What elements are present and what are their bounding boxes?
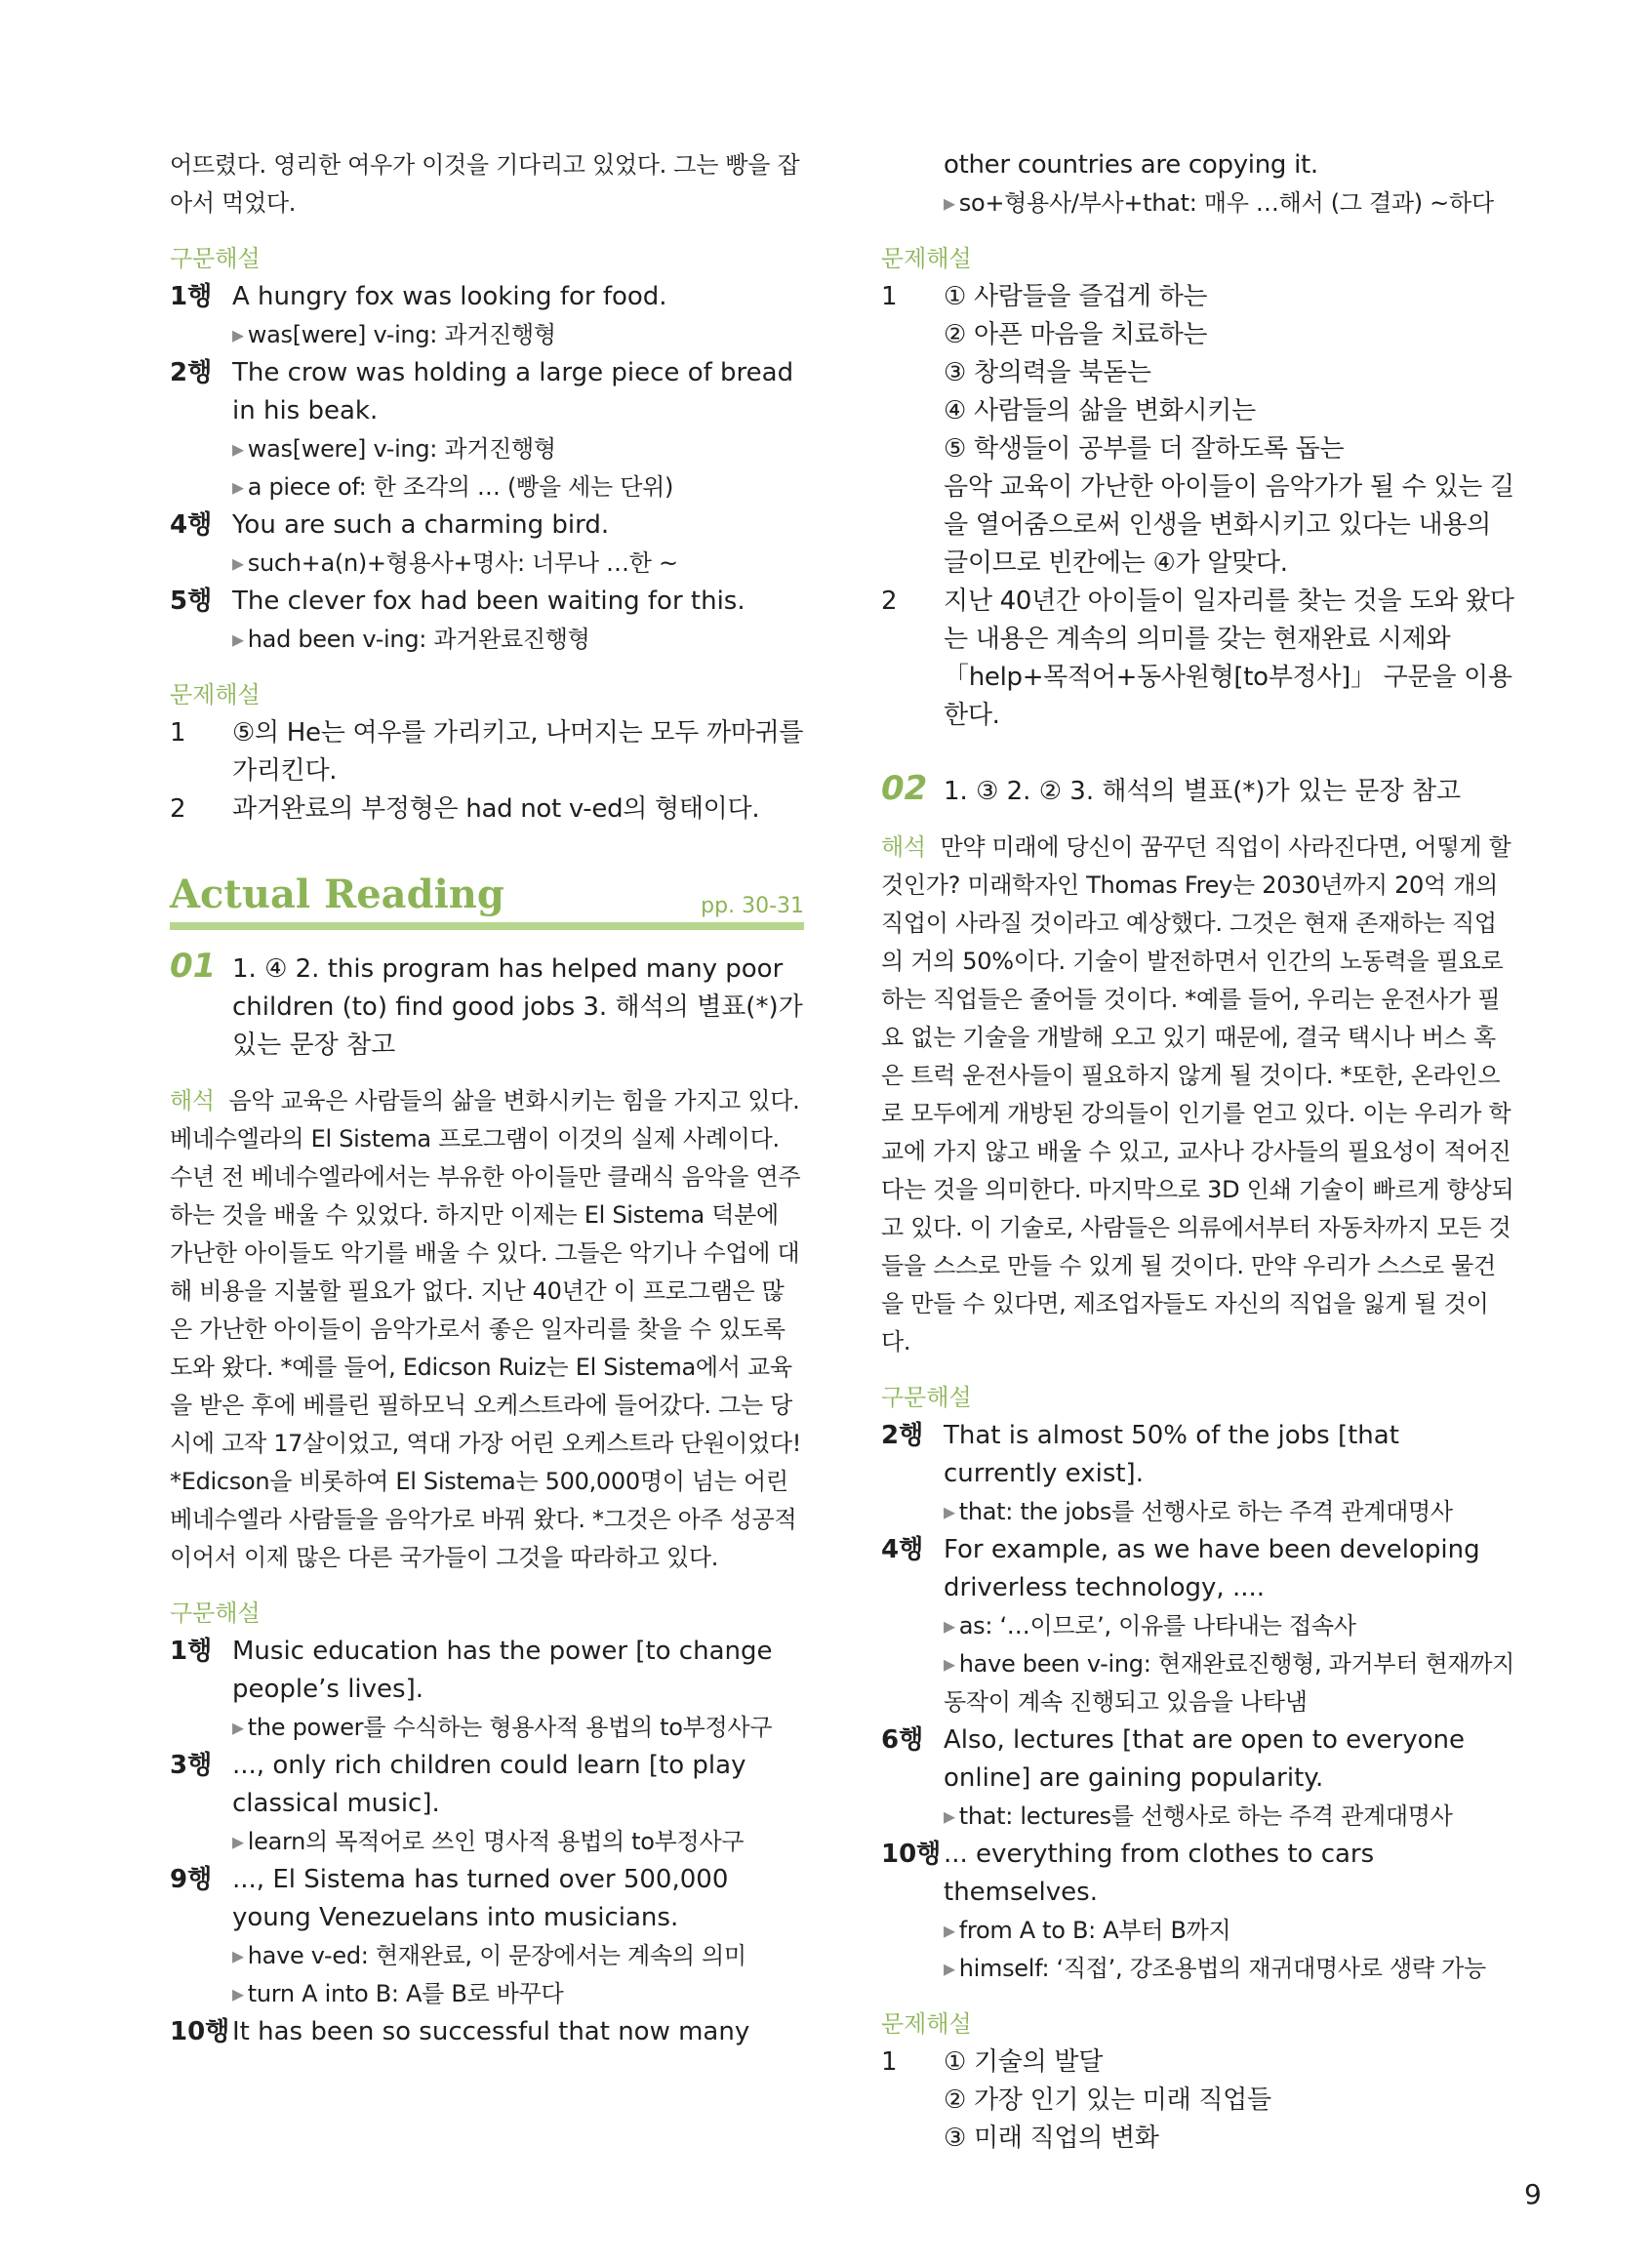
grammar-note: ▸ himself: ‘직접’, 강조용법의 재귀대명사로 생략 가능 <box>881 1950 1515 1988</box>
answer-number: 1 <box>881 282 898 311</box>
line-label: 5행 <box>170 587 213 616</box>
sentence: ... everything from clothes to cars themselves. <box>944 1840 1375 1907</box>
grammar-item <box>881 1836 1515 1912</box>
grammar-note: ▸ was[were] v-ing: 과거진행형 <box>170 430 804 468</box>
option: ② 아픈 마음을 치료하는 <box>944 320 1208 349</box>
line-label: 4행 <box>881 1535 924 1564</box>
grammar-note: ▸ had been v-ing: 과거완료진행형 <box>170 621 804 659</box>
question-number: 02 <box>881 769 928 808</box>
grammar-item <box>170 1861 804 1937</box>
translation-text: 음악 교육은 사람들의 삶을 변화시키는 힘을 가지고 있다. 베네수엘라의 El Sistema 프로그램이 이것의 실제 사례이다. 수년 전 베네수엘라에서는 부유한 아이들만 클래식 음악을 연주하는 것을 배울 수 있었다. 하지만 이제는 El Sistema 덕분에 가난한 아이들도 악기를 배울 수 있다. 그들은 악기나 수업에 대해 비용을 지불할 필요가 없다. 지난 40년간 이 프로그램은 많은 가난한 아이들이 음악가로서 좋은 일자리를 찾을 수 있도록 도와 왔다. *예를 들어, Edicson Ruiz는 El Sistema에서 교육을 받은 후에 베를린 필하모닉 오케스트라에 들어갔다. 그는 당시에 고작 17살이었고, 역대 가장 어린 오케스트라 단원이었다! *Edicson을 비롯하여 El Sistema는 500,000명이 넘는 어린 베네수엘라 사람들을 음악가로 바꿔 왔다. *그것은 아주 성공적이어서 이제 많은 다른 국가들이 그것을 따라하고 있다. <box>170 1087 802 1571</box>
line-label: 10행 <box>170 2017 230 2046</box>
answer-item <box>170 714 804 790</box>
translation-text: 만약 미래에 당신이 꿈꾸던 직업이 사라진다면, 어떻게 할 것인가? 미래학자인 Thomas Frey는 2030년까지 20억 개의 직업이 사라질 것이라고 예상했다. 그것은 현재 존재하는 직업의 거의 50%이다. 기술이 발전하면서 인간의 노동력을 필요로 하는 직업들은 줄어들 것이다. *예를 들어, 우리는 운전사가 필요 없는 기술을 개발해 오고 있기 때문에, 결국 택시나 버스 혹은 트럭 운전사들이 필요하지 않게 될 것이다. *또한, 온라인으로 모두에게 개방된 강의들이 인기를 얻고 있다. 이는 우리가 학교에 가지 않고 배울 수 있고, 교사나 강사들의 필요성이 적어진다는 것을 의미한다. 마지막으로 3D 인쇄 기술이 빠르게 향상되고 있다. 이 기술로, 사람들은 의류에서부터 자동차까지 모든 것들을 스스로 만들 수 있게 될 것이다. 만약 우리가 스스로 물건을 만들 수 있다면, 제조업자들도 자신의 직업을 잃게 될 것이다. <box>881 833 1514 1356</box>
grammar-item <box>170 1747 804 1823</box>
grammar-note: ▸ so+형용사/부사+that: 매우 …해서 (그 결과) ~하다 <box>881 184 1515 223</box>
question-header-01 <box>170 948 804 1065</box>
actual-reading-title: Actual Reading <box>170 871 504 917</box>
line-label: 2행 <box>881 1421 924 1450</box>
grammar-list-1 <box>170 278 804 659</box>
line-label: 10행 <box>881 1840 942 1869</box>
section-title: 문제해설 <box>170 681 261 708</box>
answer-number: 2 <box>170 794 186 824</box>
answer-body <box>944 278 1515 583</box>
grammar-item <box>881 1417 1515 1493</box>
answer-text: ⑤의 He는 여우를 가리키고, 나머지는 모두 까마귀를 가리킨다. <box>232 718 804 786</box>
page-number: 9 <box>1524 2178 1542 2210</box>
grammar-note: ▸ have been v-ing: 현재완료진행형, 과거부터 현재까지 동작이 계속 진행되고 있음을 나타냄 <box>881 1645 1515 1721</box>
grammar-note: ▸ as: ‘…이므로’, 이유를 나타내는 접속사 <box>881 1607 1515 1645</box>
option: ⑤ 학생들이 공부를 더 잘하도록 돕는 <box>944 434 1345 464</box>
line-label: 6행 <box>881 1725 924 1755</box>
translation <box>881 829 1515 1361</box>
section-title: 문제해설 <box>881 2010 972 2038</box>
grammar-note: ▸ a piece of: 한 조각의 … (빵을 세는 단위) <box>170 468 804 506</box>
section-title: 구문해설 <box>881 1384 972 1411</box>
intro-text: 어뜨렸다. 영리한 여우가 이것을 기다리고 있었다. 그는 빵을 잡아서 먹었다. <box>170 151 800 217</box>
sentence: It has been so successful that now many <box>232 2017 750 2046</box>
option: ② 가장 인기 있는 미래 직업들 <box>944 2085 1271 2115</box>
line-label: 3행 <box>170 1751 213 1780</box>
grammar-note: ▸ turn A into B: A를 B로 바꾸다 <box>170 1975 804 2013</box>
sentence: The crow was holding a large piece of bread in his beak. <box>232 358 794 425</box>
grammar-item <box>170 506 804 545</box>
grammar-item <box>881 1531 1515 1607</box>
right-column <box>881 146 1515 2158</box>
grammar-note: ▸ learn의 목적어로 쓰인 명사적 용법의 to부정사구 <box>170 1823 804 1861</box>
answer-text: 음악 교육이 가난한 아이들이 음악가가 될 수 있는 길을 열어줌으로써 인생을 변화시키고 있다는 내용의 글이므로 빈칸에는 ④가 알맞다. <box>944 472 1514 578</box>
sentence: ..., El Sistema has turned over 500,000 young Venezuelans into musicians. <box>232 1865 729 1932</box>
answer-text: 지난 40년간 아이들이 일자리를 찾는 것을 도와 왔다는 내용은 계속의 의미를 갖는 현재완료 시제와 「help+목적어+동사원형[to부정사]」 구문을 이용한다. <box>944 587 1514 730</box>
grammar-item <box>170 354 804 430</box>
sentence: That is almost 50% of the jobs [that currently exist]. <box>944 1421 1399 1488</box>
answer-key: 1. ④ 2. this program has helped many poor children (to) find good jobs 3. 해석의 별표(*)가 있는 문장 참고 <box>232 954 803 1060</box>
answer-body <box>944 2044 1515 2158</box>
section-title: 구문해설 <box>170 245 261 272</box>
option: ③ 창의력을 북돋는 <box>944 358 1151 387</box>
answer-item <box>881 2044 1515 2158</box>
translation-label: 해석 <box>170 1087 215 1114</box>
sentence: The clever fox had been waiting for this. <box>232 587 745 616</box>
option: ③ 미래 직업의 변화 <box>944 2124 1159 2153</box>
option: ① 사람들을 즐겁게 하는 <box>944 282 1208 311</box>
answer-text: 과거완료의 부정형은 had not v-ed의 형태이다. <box>232 794 760 824</box>
answer-item <box>170 790 804 829</box>
sentence: You are such a charming bird. <box>232 510 610 540</box>
left-column <box>170 146 804 2051</box>
grammar-note: ▸ was[were] v-ing: 과거진행형 <box>170 316 804 354</box>
grammar-note: ▸ from A to B: A부터 B까지 <box>881 1912 1515 1950</box>
actual-reading-header <box>170 871 804 930</box>
page-range: pp. 30-31 <box>701 894 804 918</box>
sentence: ..., only rich children could learn [to play classical music]. <box>232 1751 746 1818</box>
grammar-item <box>170 1633 804 1709</box>
section-title: 문제해설 <box>881 245 972 272</box>
continued-sentence: other countries are copying it. <box>944 150 1318 180</box>
answer-key: 1. ③ 2. ② 3. 해석의 별표(*)가 있는 문장 참고 <box>944 777 1462 806</box>
line-label: 9행 <box>170 1865 213 1894</box>
grammar-item <box>170 2013 804 2051</box>
grammar-item <box>881 1721 1515 1798</box>
sentence: Music education has the power [to change people’s lives]. <box>232 1637 773 1704</box>
grammar-item <box>170 278 804 316</box>
answer-number: 1 <box>170 718 186 748</box>
answer-number: 2 <box>881 587 898 616</box>
grammar-note: ▸ the power를 수식하는 형용사적 용법의 to부정사구 <box>170 1709 804 1747</box>
answer-number: 1 <box>881 2047 898 2077</box>
grammar-note: ▸ such+a(n)+형용사+명사: 너무나 …한 ~ <box>170 545 804 583</box>
line-label: 4행 <box>170 510 213 540</box>
translation <box>170 1082 804 1577</box>
grammar-item <box>170 583 804 621</box>
translation-label: 해석 <box>881 833 926 861</box>
line-label: 1행 <box>170 1637 213 1666</box>
line-label: 1행 <box>170 282 213 311</box>
option: ④ 사람들의 삶을 변화시키는 <box>944 396 1256 425</box>
answer-item <box>881 583 1515 735</box>
sentence: A hungry fox was looking for food. <box>232 282 667 311</box>
sentence: For example, as we have been developing driverless technology, .... <box>944 1535 1480 1602</box>
sentence: Also, lectures [that are open to everyone online] are gaining popularity. <box>944 1725 1465 1793</box>
question-number: 01 <box>170 947 217 986</box>
grammar-note: ▸ that: the jobs를 선행사로 하는 주격 관계대명사 <box>881 1493 1515 1531</box>
option: ① 기술의 발달 <box>944 2047 1104 2077</box>
grammar-note: ▸ that: lectures를 선행사로 하는 주격 관계대명사 <box>881 1798 1515 1836</box>
grammar-note: ▸ have v-ed: 현재완료, 이 문장에서는 계속의 의미 <box>170 1937 804 1975</box>
section-title: 구문해설 <box>170 1599 261 1627</box>
question-header-02 <box>881 770 1515 811</box>
line-label: 2행 <box>170 358 213 387</box>
answer-item <box>881 278 1515 583</box>
